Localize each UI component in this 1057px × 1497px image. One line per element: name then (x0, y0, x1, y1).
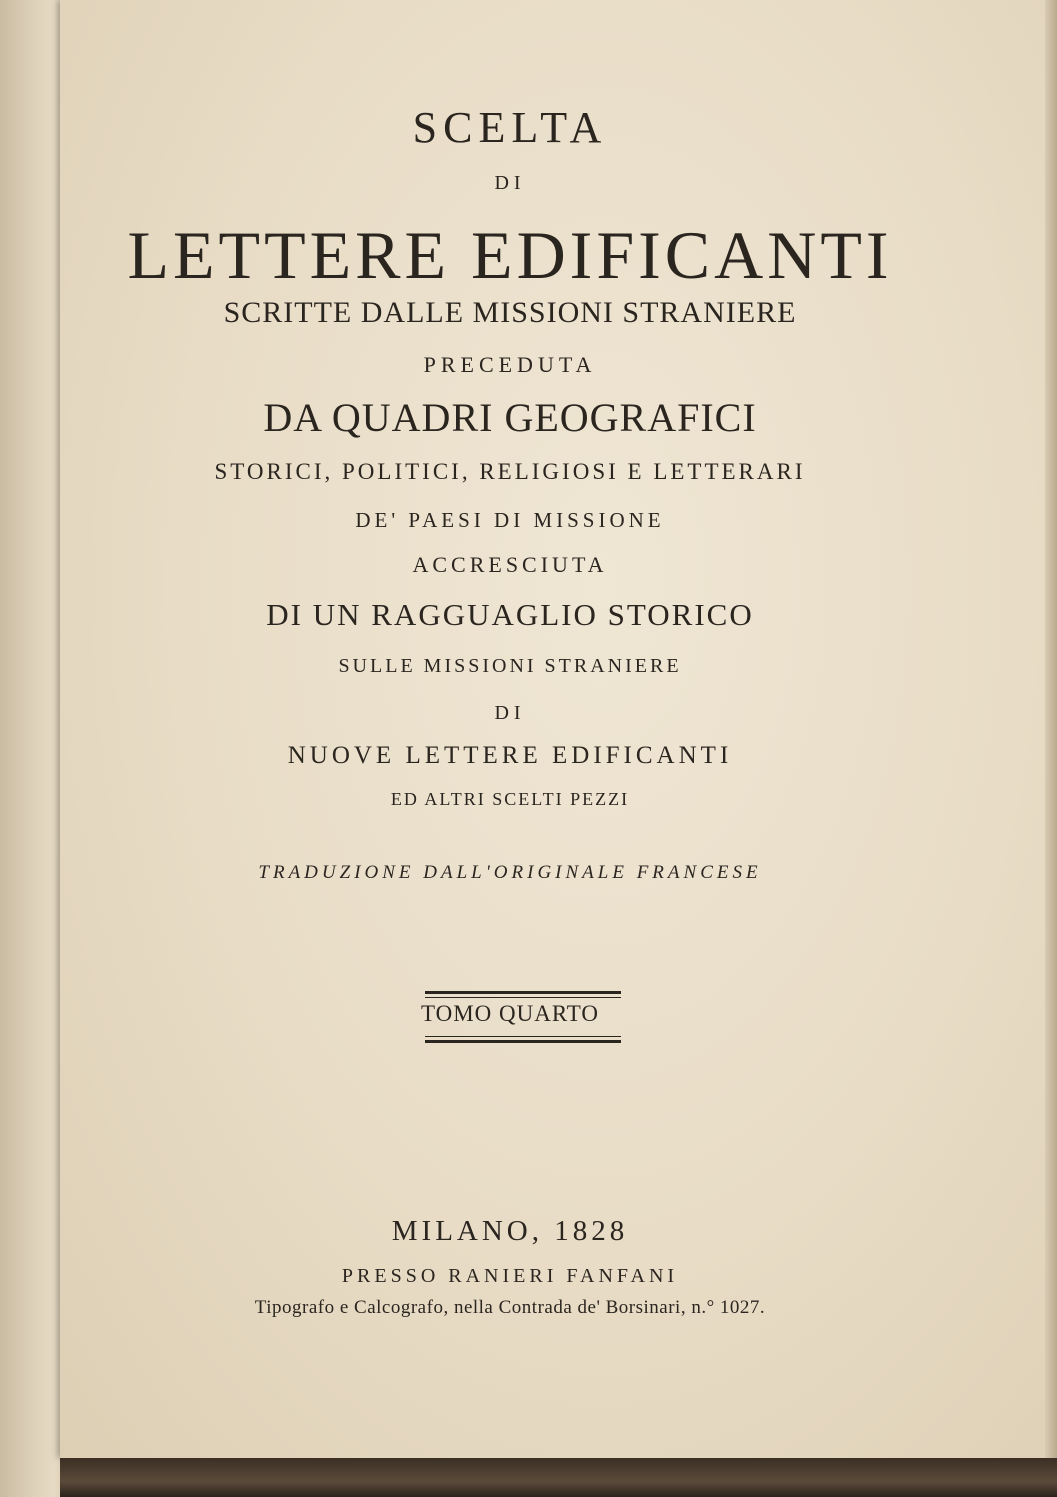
imprint-place-date: MILANO, 1828 (391, 1215, 629, 1247)
subtitle-quadri: DA QUADRI GEOGRAFICI (263, 395, 757, 440)
subtitle-scritte: SCRITTE DALLE MISSIONI STRANIERE (223, 296, 797, 329)
volume-rule-top-thin (425, 997, 621, 998)
volume-rule-bottom (425, 1040, 621, 1043)
subtitle-preceduta: PRECEDUTA (423, 352, 597, 377)
title-word-scelta: SCELTA (412, 103, 608, 152)
subtitle-storici: STORICI, POLITICI, RELIGIOSI E LETTERARI (214, 459, 806, 484)
volume-rule-top (425, 991, 621, 994)
translation-note: TRADUZIONE DALL'ORIGINALE FRANCESE (258, 862, 762, 883)
subtitle-missioni: SULLE MISSIONI STRANIERE (338, 655, 682, 677)
subtitle-ragguaglio: DI UN RAGGUAGLIO STORICO (266, 597, 754, 632)
connector-di: DI (494, 172, 526, 194)
main-title: LETTERE EDIFICANTI (127, 217, 893, 293)
imprint-address: Tipografo e Calcografo, nella Contrada de' Borsinari, n.° 1027. (254, 1297, 766, 1318)
volume-label: TOMO QUARTO (420, 1001, 600, 1026)
volume-rule-bottom-thin (425, 1036, 621, 1037)
subtitle-nuove-lettere: NUOVE LETTERE EDIFICANTI (287, 742, 733, 769)
connector-di-2: DI (494, 702, 526, 724)
subtitle-pezzi: ED ALTRI SCELTI PEZZI (390, 789, 630, 809)
page-right-edge (1045, 0, 1057, 1458)
subtitle-accresciuta: ACCRESCIUTA (412, 552, 608, 577)
book-bottom-edge (60, 1458, 1057, 1497)
imprint-publisher: PRESSO RANIERI FANFANI (341, 1265, 679, 1287)
subtitle-paesi: DE' PAESI DI MISSIONE (355, 508, 665, 532)
